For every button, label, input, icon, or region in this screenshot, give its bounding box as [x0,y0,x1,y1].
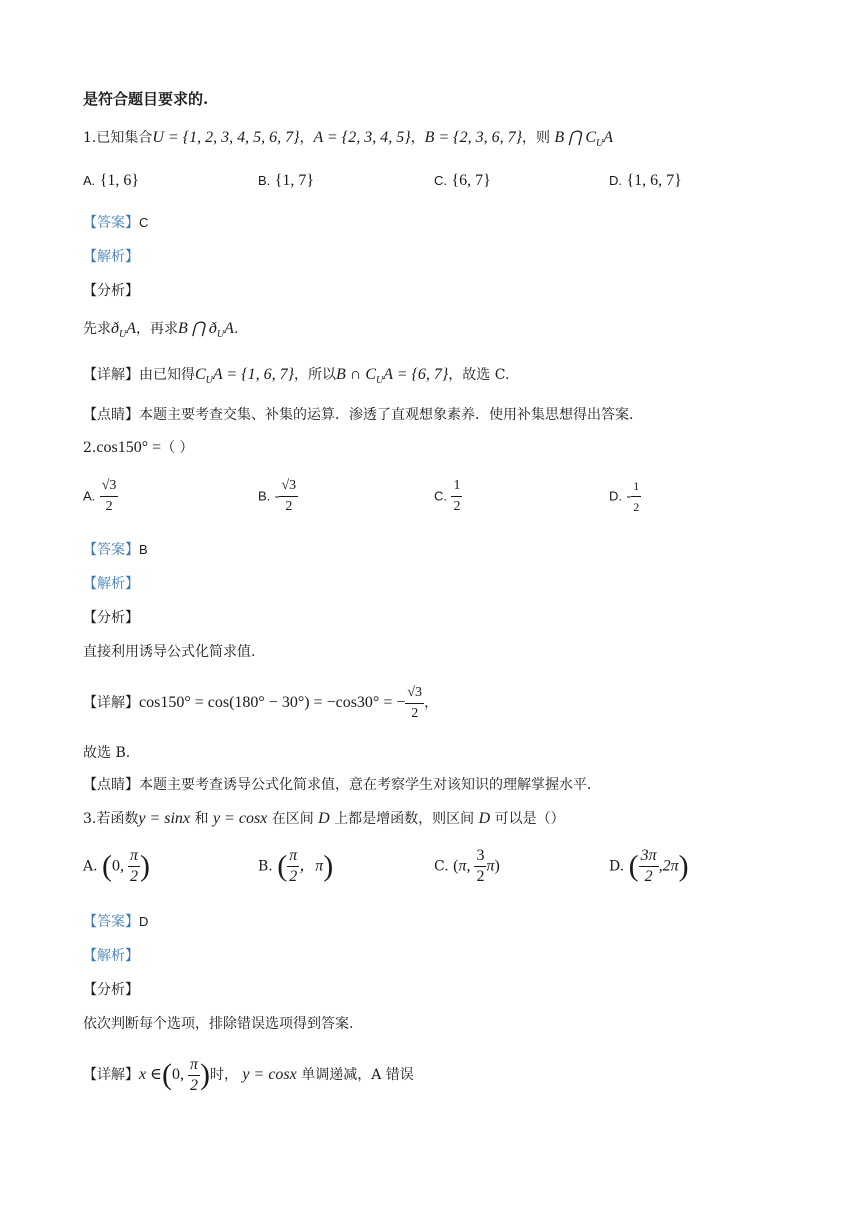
q2-answer [83,539,148,561]
denominator: 2 [411,705,419,721]
fenxi-text: 先求 [83,321,111,337]
option-pre: 0, [112,857,129,875]
option-letter: C. [434,173,447,188]
q3-text: 上都是增函数，则区间 [334,811,475,827]
numerator: π [128,846,140,867]
answer-tag: 【答案】 [83,542,139,558]
q1-target-end: A [603,129,614,146]
detail-expr-1 [195,366,294,386]
option-letter: A. [83,858,98,875]
q3-option-b [258,846,333,887]
numerator: √3 [279,476,298,497]
option-fraction [474,846,486,887]
q3-func-sin: y = sinx [138,810,191,827]
numerator: 1 [631,476,641,497]
q1-target [554,129,614,149]
q3-fenxi-tag: 【分析】 [83,982,139,998]
q3-interval-d: D [318,810,330,827]
numerator: √3 [405,683,424,704]
option-pre: π, [458,857,475,875]
q1-option-b [258,172,314,190]
q1-detail [83,364,509,392]
detail-tag: 【详解】 [83,367,139,383]
expr-end: A [224,320,234,337]
option-letter: D. [609,173,622,188]
detail-fraction [188,1055,200,1096]
detail-expr: cos150° = cos(180° − 30°) = −cos30° = − [139,694,406,711]
detail-text: ，故选 C. [448,367,510,383]
option-fraction [287,846,299,887]
option-post: ,2π [658,857,679,875]
expr-sub: U [205,375,213,386]
comment-text: 本题主要考查诱导公式化简求值，意在考察学生对该知识的理解掌握水平. [139,777,592,793]
q3-text: 在区间 [271,811,314,827]
numerator: √3 [100,476,119,497]
q1-set-u: U = {1, 2, 3, 4, 5, 6, 7} [152,129,300,146]
q1-target-sub: U [596,138,604,149]
expr-main: B ∩ C [335,366,376,383]
expr-main: B ⋂ ð [178,320,217,337]
paren-open: ( [161,1058,172,1091]
q1-analysis-tag: 【解析】 [83,249,139,265]
q1-suffix: ，则 [521,130,550,146]
q3-option-a [83,846,150,887]
fenxi-expr-b [178,320,234,340]
paren-open: ( [102,849,113,883]
comment-tag: 【点睛】 [83,777,139,793]
expr-end: A [126,320,137,337]
q2-number: 2. [83,440,97,456]
detail-tag: 【详解】 [83,1067,139,1083]
numerator: 1 [451,476,462,497]
option-fraction [100,476,119,517]
denominator: 2 [633,500,640,514]
q3-option-c [434,846,500,887]
option-post: ，π [299,857,324,875]
detail-func: y = cosx [242,1066,297,1083]
option-letter: B. [258,488,271,504]
answer-tag: 【答案】 [83,914,139,930]
q1-sep: ， [410,130,425,146]
q1-option-c [434,172,491,190]
comment-tag: 【点睛】 [83,407,139,423]
q2-option-a [83,476,118,517]
option-value: {1, 7} [274,172,315,189]
fenxi-expr-a [111,320,137,340]
denominator: 2 [453,499,461,514]
q2-option-b [258,476,298,517]
detail-tag: 【详解】 [83,695,139,711]
denominator: 2 [289,868,298,885]
comment-text: 本题主要考查交集、补集的运算．渗透了直观想象素养．使用补集思想得出答案． [139,407,643,423]
q2-detail [83,678,438,728]
option-value: {6, 7} [451,172,491,189]
detail-fraction [405,683,424,724]
detail-text: 时， [209,1067,238,1083]
option-value: {1, 6} [99,172,140,189]
option-letter: A. [83,173,96,188]
q1-option-d [609,172,682,190]
q1-set-b: B = {2, 3, 6, 7} [424,129,522,146]
numerator: π [188,1055,200,1076]
q3-analysis-tag: 【解析】 [83,948,139,964]
option-letter: B. [258,173,271,188]
option-letter: A. [83,488,96,504]
q1-prefix: 1.已知集合 [83,130,153,146]
expr-main: ð [111,320,119,337]
option-value: {1, 6, 7} [626,172,682,189]
denominator: 2 [476,868,485,885]
fenxi-text: ，再求 [136,321,179,337]
q2-option-d [609,476,641,517]
expr-end: A = {1, 6, 7} [212,366,294,383]
paren-open: ( [453,857,459,875]
option-fraction [279,476,298,517]
q3-option-d [609,846,689,887]
q2-comment [83,774,591,796]
paren-close: ) [494,857,500,875]
q3-text: 和 [194,811,209,827]
q2-choose: 故选 B. [83,745,131,761]
denominator: 2 [285,499,293,514]
answer-value: D [139,914,149,929]
numerator: 3 [474,846,486,867]
expr-sub: U [375,375,384,386]
q1-option-a [83,172,139,190]
q1-target-main: B ⋂ C [554,129,596,146]
question-3-stem [83,808,565,830]
paren-close: ) [678,849,689,883]
paren-close: ) [140,849,151,883]
q3-func-cos: y = cosx [212,810,268,827]
q1-answer [83,212,148,234]
q1-set-a: A = {2, 3, 4, 5} [313,129,411,146]
section-intro: 是符合题目要求的. [83,90,209,108]
q2-paren: （ ） [161,440,194,456]
q2-option-c [434,476,462,517]
expr-end: A = {6, 7} [383,366,449,383]
detail-expr-2 [335,366,449,386]
answer-tag: 【答案】 [83,215,139,231]
detail-pre: 0, [171,1066,188,1083]
q3-text: 可以是（） [494,811,565,827]
detail-end: ， [424,695,439,711]
q1-fenxi [83,318,238,346]
answer-value: C [139,215,149,230]
paren-close: ) [323,849,334,883]
q1-comment [83,404,643,426]
option-fraction [639,846,659,887]
answer-value: B [139,542,148,557]
q3-answer [83,911,148,933]
detail-text: 单调递减，A 错误 [301,1067,414,1083]
denominator: 2 [189,1076,198,1094]
denominator: 2 [130,868,139,885]
expr-main: C [195,366,206,383]
q3-text: 3.若函数 [83,811,139,827]
paren-open: ( [628,849,639,883]
expr-sub: U [119,329,127,340]
option-letter: C. [434,488,447,504]
q2-fenxi-tag: 【分析】 [83,610,139,626]
option-letter: C. [434,858,449,875]
q3-interval-d: D [478,810,491,827]
option-letter: D. [609,488,622,504]
option-sign: - [626,488,632,505]
q1-sep: ， [299,130,314,146]
detail-text: 由已知得 [139,367,195,383]
option-fraction [631,476,641,517]
q2-expr: cos150° = [96,439,162,456]
question-1-stem [83,127,613,155]
q2-fenxi: 直接利用诱导公式化简求值. [83,644,256,660]
option-letter: D. [609,858,625,875]
q1-fenxi-tag: 【分析】 [83,283,139,299]
option-fraction [128,846,140,887]
option-letter: B. [258,858,273,875]
q3-fenxi: 依次判断每个选项，排除错误选项得到答案. [83,1016,354,1032]
denominator: 2 [105,499,113,514]
question-2-stem [83,437,194,459]
option-post: π [486,857,495,875]
detail-x: x ∈ [139,1066,162,1083]
detail-text: ，所以 [293,367,336,383]
option-sign: - [274,488,280,505]
paren-close: ) [199,1058,210,1091]
paren-open: ( [277,849,288,883]
q2-analysis-tag: 【解析】 [83,576,139,592]
fenxi-end: . [233,321,239,337]
expr-sub: U [216,329,225,340]
q3-detail [83,1050,414,1100]
numerator: π [287,846,299,867]
denominator: 2 [644,868,653,885]
option-fraction [451,476,462,517]
numerator: 3π [639,846,659,867]
